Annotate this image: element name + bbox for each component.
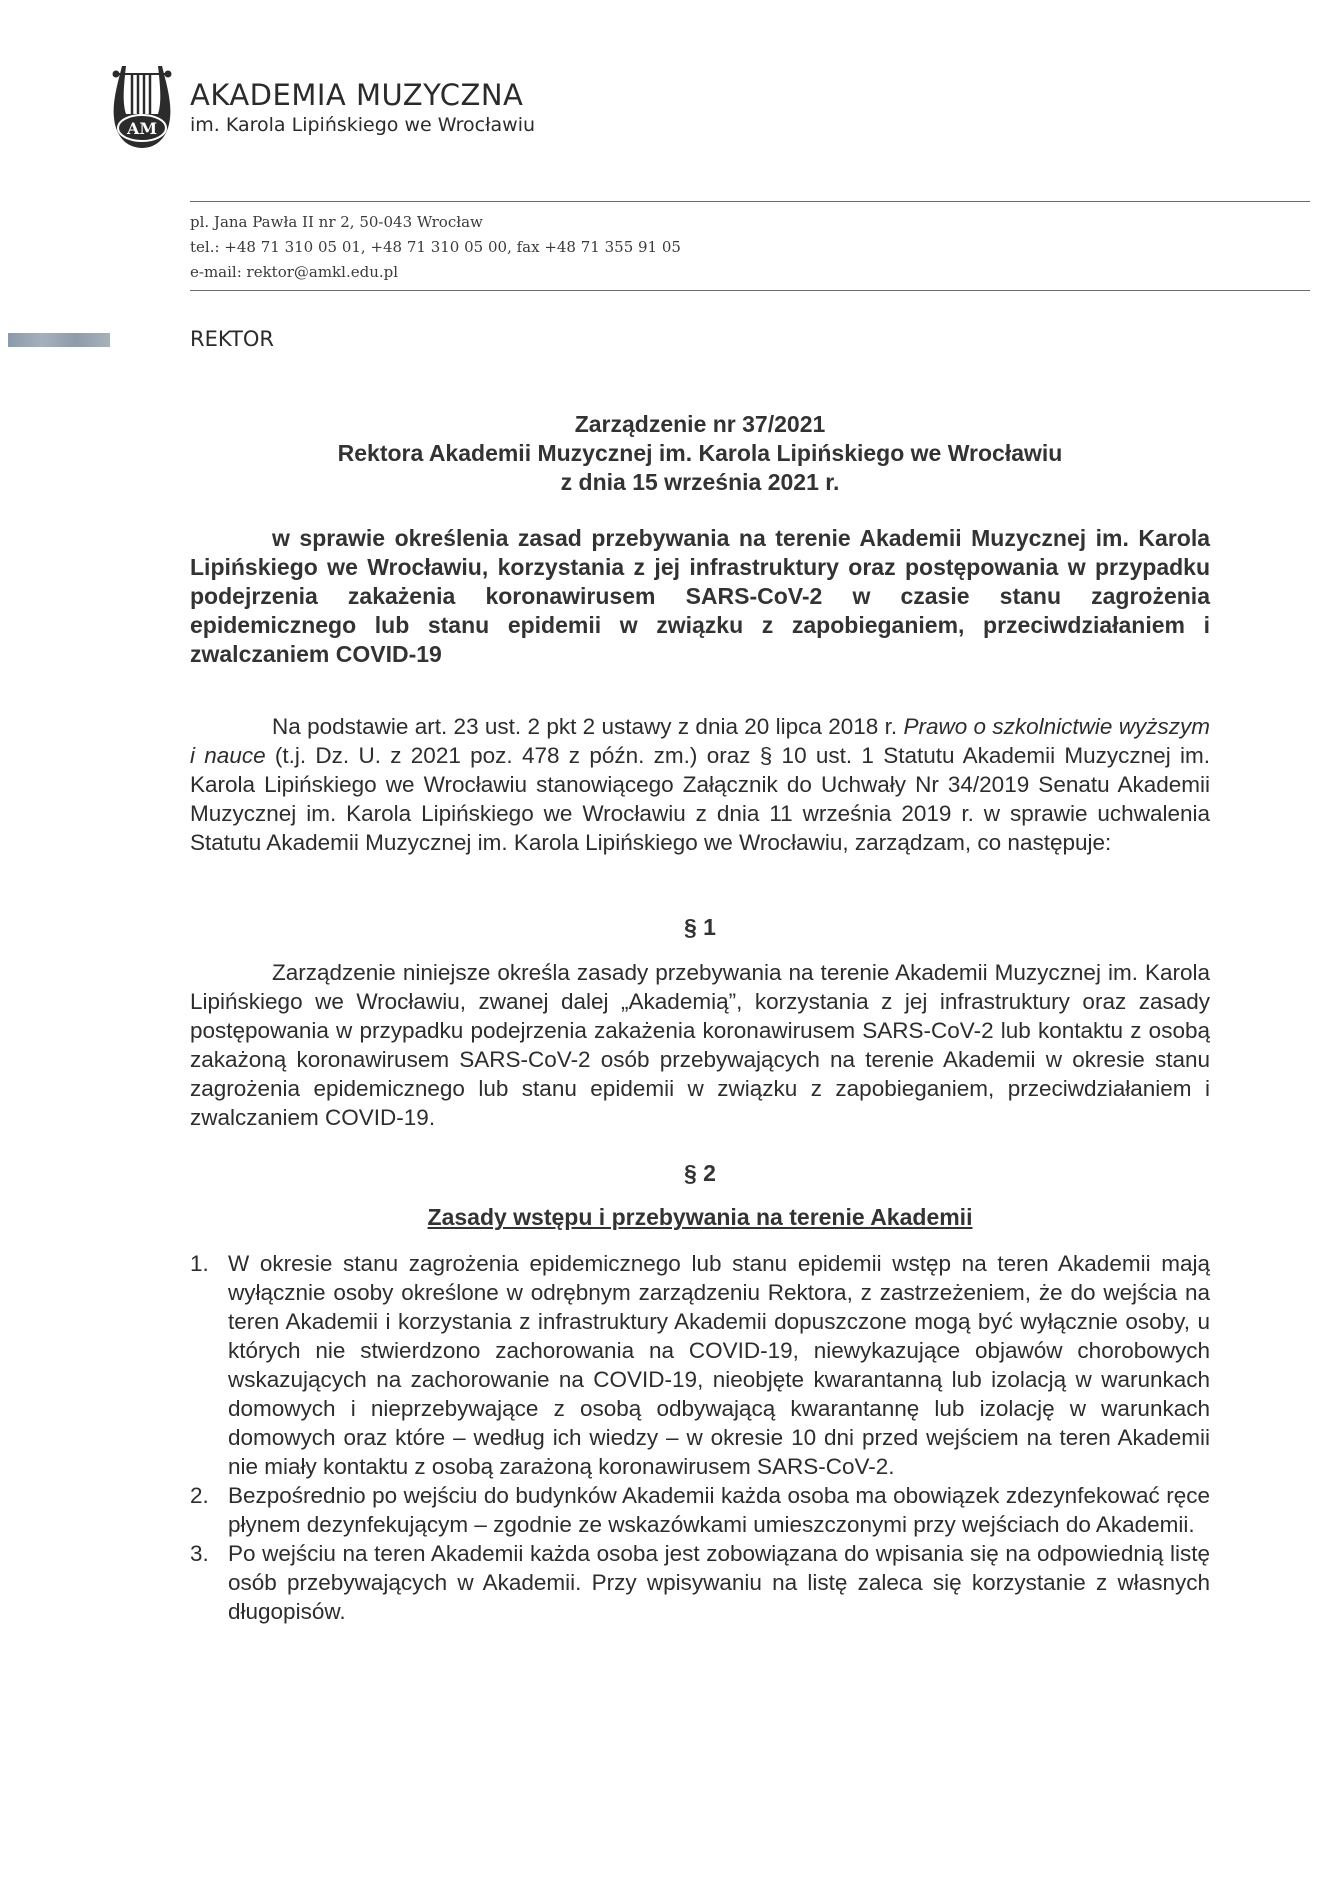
- margin-bar: [8, 333, 110, 347]
- act-title: Prawo o szkolnictwie wyższym i nauce: [190, 714, 1210, 768]
- phone-fax: tel.: +48 71 310 05 01, +48 71 310 05 00, fax +48 71 355 91 05: [190, 238, 681, 256]
- list-item-text: Bezpośrednio po wejściu do budynków Akademii każda osoba ma obowiązek zdezynfekować ręce płynem dezynfekującym – zgodnie ze wskazówkami umieszczonymi przy wejściach do Akademii.: [228, 1483, 1210, 1537]
- preamble: [190, 712, 1210, 857]
- list-item-number: 1.: [190, 1251, 209, 1276]
- list-item-number: 3.: [190, 1541, 209, 1566]
- list-item: [190, 1249, 1210, 1481]
- list-item-text: Po wejściu na teren Akademii każda osoba jest zobowiązana do wpisania się na odpowiednią listę osób przebywających w Akademii. Przy wpisywaniu na listę zaleca się korzystanie z własnych długopisów.: [228, 1541, 1210, 1624]
- section-2-number: § 2: [684, 1160, 716, 1186]
- email-link[interactable]: e-mail: rektor@amkl.edu.pl: [190, 263, 399, 281]
- address: pl. Jana Pawła II nr 2, 50-043 Wrocław: [190, 213, 483, 231]
- institution-name: AKADEMIA MUZYCZNA: [190, 78, 524, 112]
- office-label: REKTOR: [190, 327, 274, 351]
- title-line-2: Rektora Akademii Muzycznej im. Karola Lipińskiego we Wrocławiu: [337, 440, 1063, 466]
- section-2-list: [190, 1249, 1210, 1626]
- title-line-3: z dnia 15 września 2021 r.: [560, 469, 840, 495]
- list-item: [190, 1481, 1210, 1539]
- title-line-1: Zarządzenie nr 37/2021: [574, 411, 826, 437]
- list-item-number: 2.: [190, 1483, 209, 1508]
- logo: [108, 62, 176, 150]
- section-2-heading: Zasady wstępu i przebywania na terenie Akademii: [427, 1204, 973, 1230]
- divider-top: [190, 201, 1310, 202]
- divider-bottom: [190, 290, 1310, 291]
- lyre-icon: [108, 62, 176, 150]
- document-title: [190, 410, 1210, 497]
- preamble-text-1: Na podstawie art. 23 ust. 2 pkt 2 ustawy z dnia 20 lipca 2018 r.: [272, 714, 904, 739]
- preamble-text-2: (t.j. Dz. U. z 2021 poz. 478 z późn. zm.) oraz § 10 ust. 1 Statutu Akademii Muzycznej im. Karola Lipińskiego we Wrocławiu stanowiącego Załącznik do Uchwały Nr 34/2019 Senatu Akademii Muzycznej im. Karola Lipińskiego we Wrocławiu z dnia 11 września 2019 r. w sprawie uchwalenia Statutu Akademii Muzycznej im. Karola Lipińskiego we Wrocławiu, zarządzam, co następuje:: [190, 743, 1210, 855]
- list-item-text: W okresie stanu zagrożenia epidemicznego lub stanu epidemii wstęp na teren Akademii mają wyłącznie osoby określone w odrębnym zarządzeniu Rektora, z zastrzeżeniem, że do wejścia na teren Akademii i korzystania z infrastruktury Akademii dopuszczone mogą być wyłącznie osoby, u których nie stwierdzono zachorowania na COVID-19, niewykazujące objawów chorobowych wskazujących na zachorowanie na COVID-19, nieobjęte kwarantanną lub izolacją w warunkach domowych i nieprzebywające z osobą odbywającą kwarantannę lub izolację w warunkach domowych oraz które – według ich wiedzy – w okresie 10 dni przed wejściem na teren Akademii nie miały kontaktu z osobą zarażoną koronawirusem SARS-CoV-2.: [228, 1251, 1210, 1479]
- section-1-number: § 1: [684, 914, 716, 940]
- institution-subtitle: im. Karola Lipińskiego we Wrocławiu: [190, 114, 536, 136]
- list-item: [190, 1539, 1210, 1626]
- section-1-text: Zarządzenie niniejsze określa zasady przebywania na terenie Akademii Muzycznej im. Karola Lipińskiego we Wrocławiu, zwanej dalej „Akademią”, korzystania z jej infrastruktury oraz zasady postępowania w przypadku podejrzenia zakażenia koronawirusem SARS-CoV-2 lub kontaktu z osobą zakażoną koronawirusem SARS-CoV-2 osób przebywających na terenie Akademii w okresie stanu zagrożenia epidemicznego lub stanu epidemii w związku z zapobieganiem, przeciwdziałaniem i zwalczaniem COVID-19.: [190, 960, 1210, 1130]
- svg-text:AM: AM: [126, 119, 158, 138]
- subject: w sprawie określenia zasad przebywania na terenie Akademii Muzycznej im. Karola Lipińskiego we Wrocławiu, korzystania z jej infrastruktury oraz postępowania w przypadku podejrzenia zakażenia koronawirusem SARS-CoV-2 w czasie stanu zagrożenia epidemicznego lub stanu epidemii w związku z zapobieganiem, przeciwdziałaniem i zwalczaniem COVID-19: [190, 525, 1210, 667]
